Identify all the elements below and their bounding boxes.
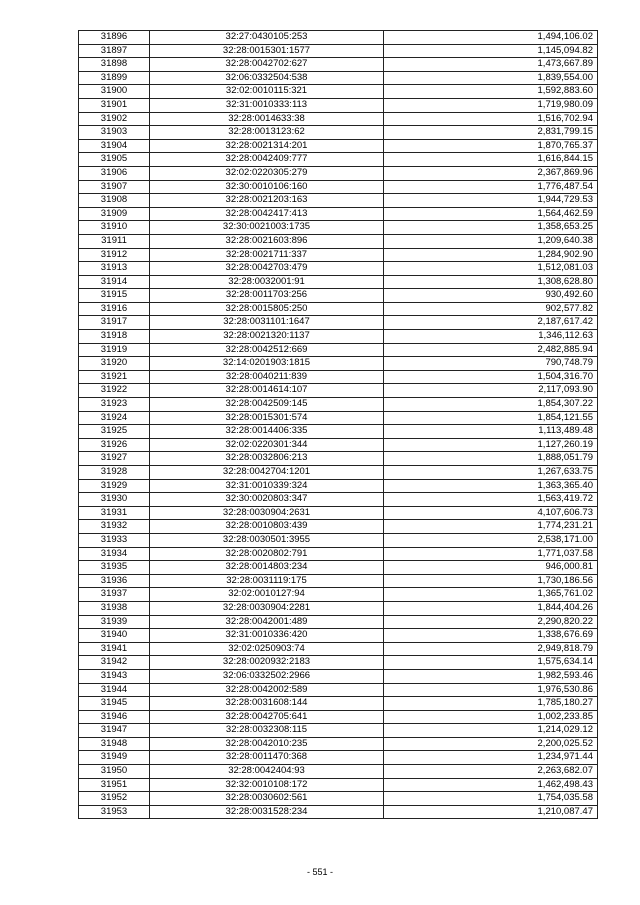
table-row bbox=[79, 112, 598, 126]
amount-cell: 1,870,765.37 bbox=[384, 139, 598, 153]
table-row bbox=[79, 425, 598, 439]
cadastral-id-cell: 32:02:0010115:321 bbox=[150, 85, 384, 99]
amount-cell: 2,290,820.22 bbox=[384, 615, 598, 629]
table-row bbox=[79, 98, 598, 112]
cadastral-id-cell: 32:02:0250903:74 bbox=[150, 642, 384, 656]
row-number-cell: 31944 bbox=[79, 683, 150, 697]
table-row bbox=[79, 466, 598, 480]
cadastral-id-cell: 32:02:0220301:344 bbox=[150, 438, 384, 452]
table-row bbox=[79, 234, 598, 248]
row-number-cell: 31922 bbox=[79, 384, 150, 398]
cadastral-id-cell: 32:28:0031608:144 bbox=[150, 697, 384, 711]
row-number-cell: 31913 bbox=[79, 262, 150, 276]
table-row bbox=[79, 153, 598, 167]
amount-cell: 1,473,667.89 bbox=[384, 58, 598, 72]
row-number-cell: 31920 bbox=[79, 357, 150, 371]
cadastral-id-cell: 32:28:0015301:1577 bbox=[150, 44, 384, 58]
cadastral-id-cell: 32:06:0332504:538 bbox=[150, 71, 384, 85]
amount-cell: 1,839,554.00 bbox=[384, 71, 598, 85]
amount-cell: 2,538,171.00 bbox=[384, 533, 598, 547]
row-number-cell: 31914 bbox=[79, 275, 150, 289]
amount-cell: 1,976,530.86 bbox=[384, 683, 598, 697]
amount-cell: 1,214,029.12 bbox=[384, 724, 598, 738]
table-row bbox=[79, 615, 598, 629]
row-number-cell: 31925 bbox=[79, 425, 150, 439]
table-row bbox=[79, 751, 598, 765]
row-number-cell: 31947 bbox=[79, 724, 150, 738]
cadastral-id-cell: 32:28:0042409:777 bbox=[150, 153, 384, 167]
cadastral-id-cell: 32:28:0015301:574 bbox=[150, 411, 384, 425]
amount-cell: 2,117,093.90 bbox=[384, 384, 598, 398]
cadastral-id-cell: 32:02:0220305:279 bbox=[150, 166, 384, 180]
table-row bbox=[79, 398, 598, 412]
amount-cell: 790,748.79 bbox=[384, 357, 598, 371]
row-number-cell: 31935 bbox=[79, 561, 150, 575]
cadastral-id-cell: 32:28:0020932:2183 bbox=[150, 656, 384, 670]
amount-cell: 1,592,883.60 bbox=[384, 85, 598, 99]
row-number-cell: 31953 bbox=[79, 805, 150, 819]
table-row bbox=[79, 166, 598, 180]
amount-cell: 1,494,106.02 bbox=[384, 31, 598, 45]
cadastral-id-cell: 32:28:0042705:641 bbox=[150, 710, 384, 724]
row-number-cell: 31928 bbox=[79, 466, 150, 480]
row-number-cell: 31906 bbox=[79, 166, 150, 180]
row-number-cell: 31916 bbox=[79, 302, 150, 316]
table-row bbox=[79, 547, 598, 561]
row-number-cell: 31950 bbox=[79, 765, 150, 779]
cadastral-id-cell: 32:28:0030904:2631 bbox=[150, 506, 384, 520]
table-row bbox=[79, 765, 598, 779]
cadastral-id-cell: 32:28:0031101:1647 bbox=[150, 316, 384, 330]
cadastral-id-cell: 32:28:0021711:337 bbox=[150, 248, 384, 262]
amount-cell: 2,831,799.15 bbox=[384, 126, 598, 140]
amount-cell: 1,771,037.58 bbox=[384, 547, 598, 561]
row-number-cell: 31901 bbox=[79, 98, 150, 112]
cadastral-id-cell: 32:30:0020803:347 bbox=[150, 493, 384, 507]
table-row bbox=[79, 194, 598, 208]
cadastral-id-cell: 32:28:0032001:91 bbox=[150, 275, 384, 289]
amount-cell: 1,308,628.80 bbox=[384, 275, 598, 289]
table-row bbox=[79, 778, 598, 792]
amount-cell: 2,200,025.52 bbox=[384, 737, 598, 751]
cadastral-id-cell: 32:28:0015805:250 bbox=[150, 302, 384, 316]
table-row bbox=[79, 180, 598, 194]
cadastral-id-cell: 32:28:0010803:439 bbox=[150, 520, 384, 534]
cadastral-id-cell: 32:02:0010127:94 bbox=[150, 588, 384, 602]
cadastral-id-cell: 32:28:0021603:896 bbox=[150, 234, 384, 248]
amount-cell: 1,209,640.38 bbox=[384, 234, 598, 248]
cadastral-id-cell: 32:28:0030501:3955 bbox=[150, 533, 384, 547]
row-number-cell: 31941 bbox=[79, 642, 150, 656]
row-number-cell: 31934 bbox=[79, 547, 150, 561]
amount-cell: 1,564,462.59 bbox=[384, 207, 598, 221]
table-row bbox=[79, 44, 598, 58]
table-row bbox=[79, 275, 598, 289]
row-number-cell: 31912 bbox=[79, 248, 150, 262]
cadastral-id-cell: 32:28:0021314:201 bbox=[150, 139, 384, 153]
row-number-cell: 31952 bbox=[79, 792, 150, 806]
amount-cell: 1,516,702.94 bbox=[384, 112, 598, 126]
table-row bbox=[79, 384, 598, 398]
table-row bbox=[79, 479, 598, 493]
table-row bbox=[79, 629, 598, 643]
cadastral-id-cell: 32:32:0010108:172 bbox=[150, 778, 384, 792]
table-row bbox=[79, 343, 598, 357]
table-row bbox=[79, 289, 598, 303]
amount-cell: 930,492.60 bbox=[384, 289, 598, 303]
row-number-cell: 31908 bbox=[79, 194, 150, 208]
row-number-cell: 31937 bbox=[79, 588, 150, 602]
amount-cell: 1,854,307.22 bbox=[384, 398, 598, 412]
table-row bbox=[79, 139, 598, 153]
amount-cell: 1,730,186.56 bbox=[384, 574, 598, 588]
cadastral-id-cell: 32:28:0032806:213 bbox=[150, 452, 384, 466]
row-number-cell: 31948 bbox=[79, 737, 150, 751]
amount-cell: 902,577.82 bbox=[384, 302, 598, 316]
cadastral-id-cell: 32:28:0042404:93 bbox=[150, 765, 384, 779]
table-row bbox=[79, 588, 598, 602]
amount-cell: 1,346,112.63 bbox=[384, 330, 598, 344]
table-row bbox=[79, 71, 598, 85]
cadastral-id-cell: 32:31:0010339:324 bbox=[150, 479, 384, 493]
row-number-cell: 31921 bbox=[79, 370, 150, 384]
row-number-cell: 31898 bbox=[79, 58, 150, 72]
row-number-cell: 31919 bbox=[79, 343, 150, 357]
row-number-cell: 31949 bbox=[79, 751, 150, 765]
amount-cell: 1,358,653.25 bbox=[384, 221, 598, 235]
amount-cell: 1,363,365.40 bbox=[384, 479, 598, 493]
row-number-cell: 31911 bbox=[79, 234, 150, 248]
cadastral-id-cell: 32:31:0010333:113 bbox=[150, 98, 384, 112]
table-row bbox=[79, 506, 598, 520]
row-number-cell: 31918 bbox=[79, 330, 150, 344]
amount-cell: 1,462,498.43 bbox=[384, 778, 598, 792]
table-row bbox=[79, 316, 598, 330]
table-row bbox=[79, 31, 598, 45]
table-row bbox=[79, 207, 598, 221]
row-number-cell: 31900 bbox=[79, 85, 150, 99]
row-number-cell: 31903 bbox=[79, 126, 150, 140]
cadastral-id-cell: 32:28:0014633:38 bbox=[150, 112, 384, 126]
table-row bbox=[79, 85, 598, 99]
row-number-cell: 31896 bbox=[79, 31, 150, 45]
table-row bbox=[79, 737, 598, 751]
table-row bbox=[79, 438, 598, 452]
table-row bbox=[79, 601, 598, 615]
amount-cell: 1,113,489.48 bbox=[384, 425, 598, 439]
amount-cell: 1,210,087.47 bbox=[384, 805, 598, 819]
cadastral-id-cell: 32:28:0030602:561 bbox=[150, 792, 384, 806]
amount-cell: 1,512,081.03 bbox=[384, 262, 598, 276]
table-row bbox=[79, 533, 598, 547]
row-number-cell: 31924 bbox=[79, 411, 150, 425]
row-number-cell: 31930 bbox=[79, 493, 150, 507]
cadastral-id-cell: 32:28:0042010:235 bbox=[150, 737, 384, 751]
table-row bbox=[79, 710, 598, 724]
cadastral-id-cell: 32:28:0014803:234 bbox=[150, 561, 384, 575]
cadastral-id-cell: 32:28:0011703:256 bbox=[150, 289, 384, 303]
table-row bbox=[79, 697, 598, 711]
table-row bbox=[79, 302, 598, 316]
cadastral-id-cell: 32:28:0042001:489 bbox=[150, 615, 384, 629]
cadastral-id-cell: 32:28:0013123:62 bbox=[150, 126, 384, 140]
registry-table-body bbox=[79, 31, 598, 819]
row-number-cell: 31909 bbox=[79, 207, 150, 221]
cadastral-id-cell: 32:28:0042703:479 bbox=[150, 262, 384, 276]
cadastral-id-cell: 32:28:0014406:335 bbox=[150, 425, 384, 439]
row-number-cell: 31936 bbox=[79, 574, 150, 588]
table-row bbox=[79, 248, 598, 262]
row-number-cell: 31933 bbox=[79, 533, 150, 547]
table-row bbox=[79, 683, 598, 697]
row-number-cell: 31899 bbox=[79, 71, 150, 85]
table-row bbox=[79, 370, 598, 384]
cadastral-id-cell: 32:28:0021203:163 bbox=[150, 194, 384, 208]
amount-cell: 1,785,180.27 bbox=[384, 697, 598, 711]
amount-cell: 2,949,818.79 bbox=[384, 642, 598, 656]
table-row bbox=[79, 520, 598, 534]
row-number-cell: 31910 bbox=[79, 221, 150, 235]
table-row bbox=[79, 58, 598, 72]
cadastral-id-cell: 32:31:0010336:420 bbox=[150, 629, 384, 643]
cadastral-id-cell: 32:28:0040211:839 bbox=[150, 370, 384, 384]
cadastral-id-cell: 32:28:0031528:234 bbox=[150, 805, 384, 819]
amount-cell: 1,719,980.09 bbox=[384, 98, 598, 112]
amount-cell: 946,000.81 bbox=[384, 561, 598, 575]
table-row bbox=[79, 642, 598, 656]
row-number-cell: 31915 bbox=[79, 289, 150, 303]
cadastral-id-cell: 32:28:0021320:1137 bbox=[150, 330, 384, 344]
amount-cell: 1,284,902.90 bbox=[384, 248, 598, 262]
table-row bbox=[79, 574, 598, 588]
amount-cell: 4,107,606.73 bbox=[384, 506, 598, 520]
cadastral-id-cell: 32:28:0014614:107 bbox=[150, 384, 384, 398]
amount-cell: 1,888,051.79 bbox=[384, 452, 598, 466]
table-row bbox=[79, 221, 598, 235]
cadastral-id-cell: 32:28:0030904:2281 bbox=[150, 601, 384, 615]
amount-cell: 1,944,729.53 bbox=[384, 194, 598, 208]
row-number-cell: 31897 bbox=[79, 44, 150, 58]
cadastral-id-cell: 32:28:0042002:589 bbox=[150, 683, 384, 697]
row-number-cell: 31907 bbox=[79, 180, 150, 194]
row-number-cell: 31929 bbox=[79, 479, 150, 493]
cadastral-id-cell: 32:28:0011470:368 bbox=[150, 751, 384, 765]
table-row bbox=[79, 792, 598, 806]
cadastral-id-cell: 32:28:0042509:145 bbox=[150, 398, 384, 412]
table-row bbox=[79, 656, 598, 670]
amount-cell: 1,338,676.69 bbox=[384, 629, 598, 643]
amount-cell: 1,575,634.14 bbox=[384, 656, 598, 670]
amount-cell: 1,234,971.44 bbox=[384, 751, 598, 765]
table-row bbox=[79, 126, 598, 140]
amount-cell: 2,187,617.42 bbox=[384, 316, 598, 330]
table-row bbox=[79, 357, 598, 371]
table-row bbox=[79, 561, 598, 575]
cadastral-id-cell: 32:30:0021003:1735 bbox=[150, 221, 384, 235]
table-row bbox=[79, 669, 598, 683]
row-number-cell: 31943 bbox=[79, 669, 150, 683]
amount-cell: 1,844,404.26 bbox=[384, 601, 598, 615]
row-number-cell: 31938 bbox=[79, 601, 150, 615]
registry-table bbox=[78, 30, 598, 819]
cadastral-id-cell: 32:28:0032308:115 bbox=[150, 724, 384, 738]
table-row bbox=[79, 724, 598, 738]
table-row bbox=[79, 330, 598, 344]
amount-cell: 1,127,260.19 bbox=[384, 438, 598, 452]
amount-cell: 2,263,682.07 bbox=[384, 765, 598, 779]
amount-cell: 1,002,233.85 bbox=[384, 710, 598, 724]
amount-cell: 1,365,761.02 bbox=[384, 588, 598, 602]
row-number-cell: 31946 bbox=[79, 710, 150, 724]
amount-cell: 1,145,094.82 bbox=[384, 44, 598, 58]
amount-cell: 1,774,231.21 bbox=[384, 520, 598, 534]
cadastral-id-cell: 32:28:0020802:791 bbox=[150, 547, 384, 561]
row-number-cell: 31923 bbox=[79, 398, 150, 412]
row-number-cell: 31932 bbox=[79, 520, 150, 534]
cadastral-id-cell: 32:30:0010106:160 bbox=[150, 180, 384, 194]
row-number-cell: 31917 bbox=[79, 316, 150, 330]
row-number-cell: 31931 bbox=[79, 506, 150, 520]
row-number-cell: 31905 bbox=[79, 153, 150, 167]
row-number-cell: 31951 bbox=[79, 778, 150, 792]
row-number-cell: 31904 bbox=[79, 139, 150, 153]
row-number-cell: 31926 bbox=[79, 438, 150, 452]
cadastral-id-cell: 32:28:0042704:1201 bbox=[150, 466, 384, 480]
row-number-cell: 31942 bbox=[79, 656, 150, 670]
table-row bbox=[79, 452, 598, 466]
row-number-cell: 31940 bbox=[79, 629, 150, 643]
row-number-cell: 31939 bbox=[79, 615, 150, 629]
page-number: - 551 - bbox=[306, 867, 333, 877]
cadastral-id-cell: 32:27:0430105:253 bbox=[150, 31, 384, 45]
amount-cell: 1,776,487.54 bbox=[384, 180, 598, 194]
amount-cell: 2,367,869.96 bbox=[384, 166, 598, 180]
table-row bbox=[79, 493, 598, 507]
row-number-cell: 31927 bbox=[79, 452, 150, 466]
row-number-cell: 31902 bbox=[79, 112, 150, 126]
row-number-cell: 31945 bbox=[79, 697, 150, 711]
cadastral-id-cell: 32:06:0332502:2966 bbox=[150, 669, 384, 683]
table-row bbox=[79, 411, 598, 425]
cadastral-id-cell: 32:28:0031119:175 bbox=[150, 574, 384, 588]
amount-cell: 1,267,633.75 bbox=[384, 466, 598, 480]
table-row bbox=[79, 262, 598, 276]
cadastral-id-cell: 32:28:0042512:669 bbox=[150, 343, 384, 357]
amount-cell: 1,854,121.55 bbox=[384, 411, 598, 425]
cadastral-id-cell: 32:28:0042417:413 bbox=[150, 207, 384, 221]
table-row bbox=[79, 805, 598, 819]
amount-cell: 2,482,885.94 bbox=[384, 343, 598, 357]
cadastral-id-cell: 32:14:0201903:1815 bbox=[150, 357, 384, 371]
amount-cell: 1,982,593.46 bbox=[384, 669, 598, 683]
cadastral-id-cell: 32:28:0042702:627 bbox=[150, 58, 384, 72]
amount-cell: 1,563,419.72 bbox=[384, 493, 598, 507]
amount-cell: 1,616,844.15 bbox=[384, 153, 598, 167]
amount-cell: 1,504,316.70 bbox=[384, 370, 598, 384]
amount-cell: 1,754,035.58 bbox=[384, 792, 598, 806]
